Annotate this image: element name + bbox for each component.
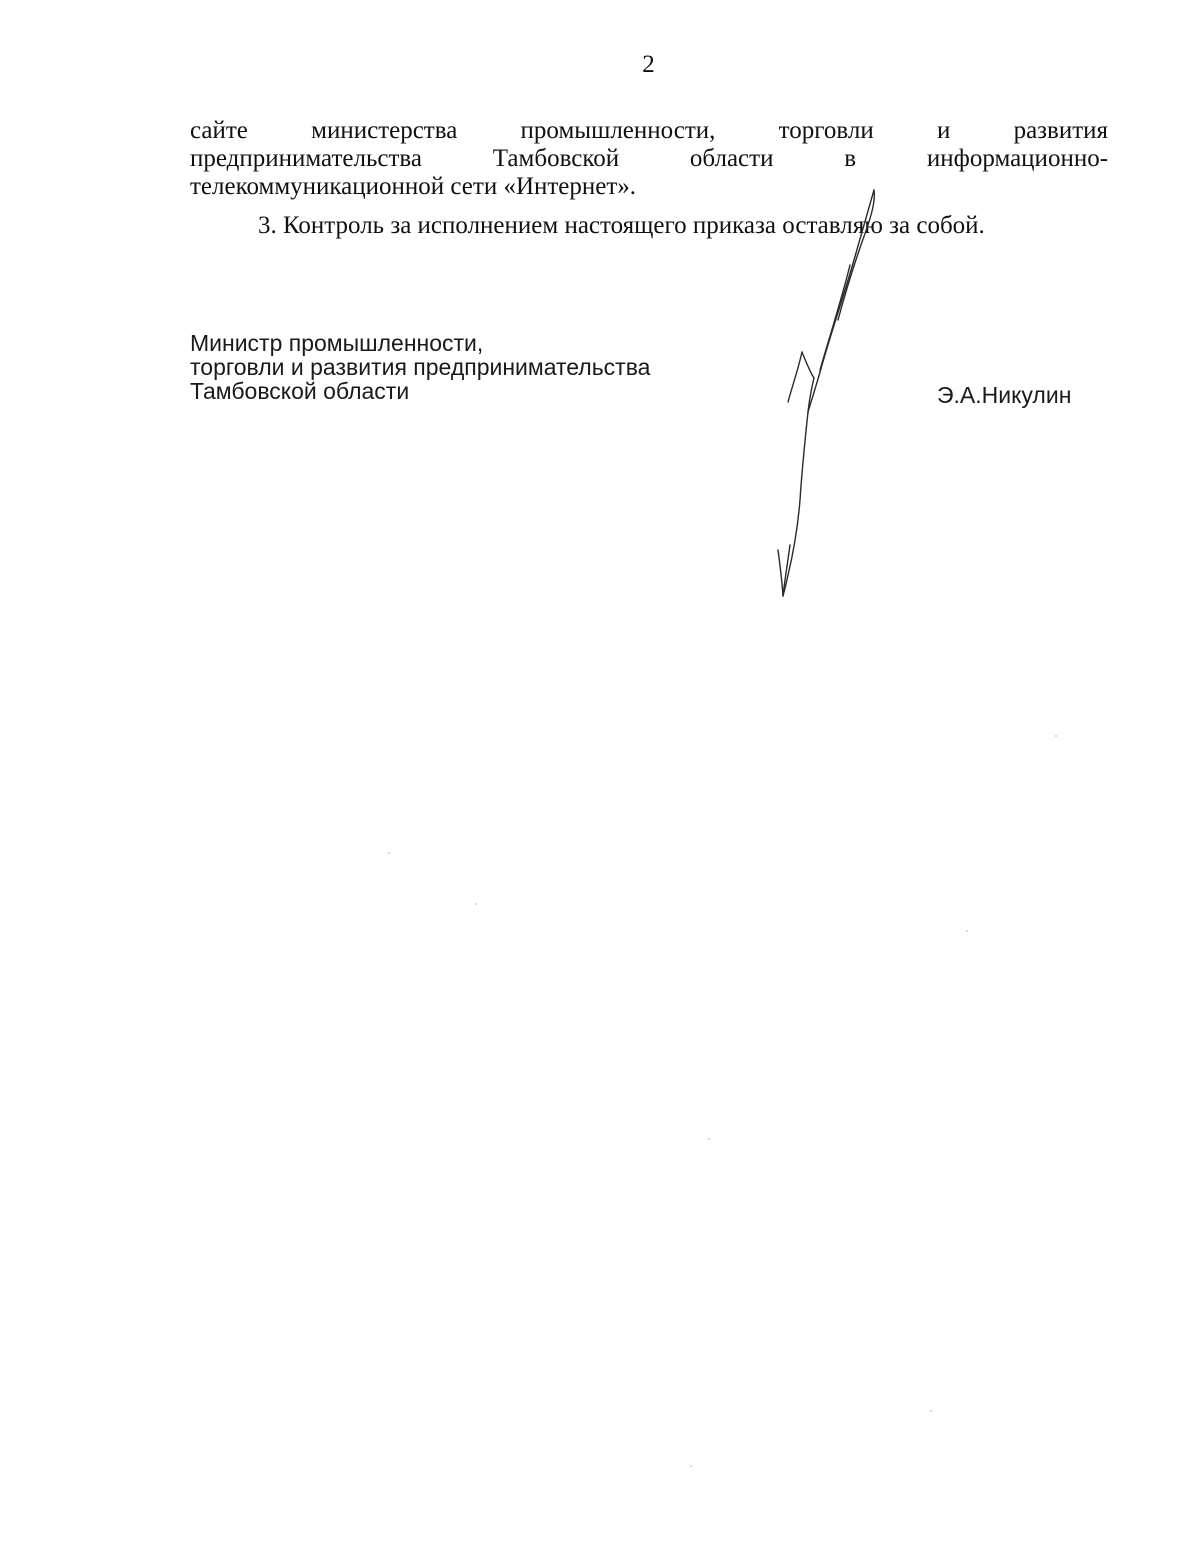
- word: предпринимательства: [190, 145, 422, 172]
- paper-speck: [1055, 735, 1057, 737]
- word: промышленности,: [520, 117, 716, 144]
- word: торговли: [778, 117, 874, 144]
- paper-speck: [690, 1465, 692, 1467]
- word: сайте: [190, 117, 248, 144]
- word: области: [689, 145, 774, 172]
- word: и: [936, 117, 951, 144]
- paragraph-3: 3. Контроль за исполнением настоящего приказа оставляю за собой.: [258, 212, 985, 239]
- page-number: 2: [642, 51, 655, 78]
- position-line-1: Министр промышленности,: [190, 330, 484, 356]
- paper-speck: [708, 1138, 710, 1140]
- signatory-position: [190, 331, 650, 403]
- word: в: [844, 145, 857, 172]
- word: информационно-: [926, 145, 1109, 172]
- paper-speck: [475, 903, 477, 905]
- signer-name: Э.А.Никулин: [937, 382, 1072, 408]
- body-line-2: [190, 145, 1108, 173]
- handwritten-signature: [770, 180, 890, 610]
- position-line-2: торговли и развития предпринимательства: [190, 354, 651, 380]
- body-line-1: [190, 117, 1108, 145]
- word: развития: [1013, 117, 1109, 144]
- paper-speck: [966, 930, 968, 932]
- body-text: [190, 117, 1108, 201]
- position-line-3: Тамбовской области: [190, 378, 410, 404]
- paper-speck: [930, 1410, 932, 1412]
- word: Тамбовской: [492, 145, 620, 172]
- word: министерства: [311, 117, 458, 144]
- body-line-3: телекоммуникационной сети «Интернет».: [190, 173, 637, 200]
- paper-speck: [388, 852, 390, 854]
